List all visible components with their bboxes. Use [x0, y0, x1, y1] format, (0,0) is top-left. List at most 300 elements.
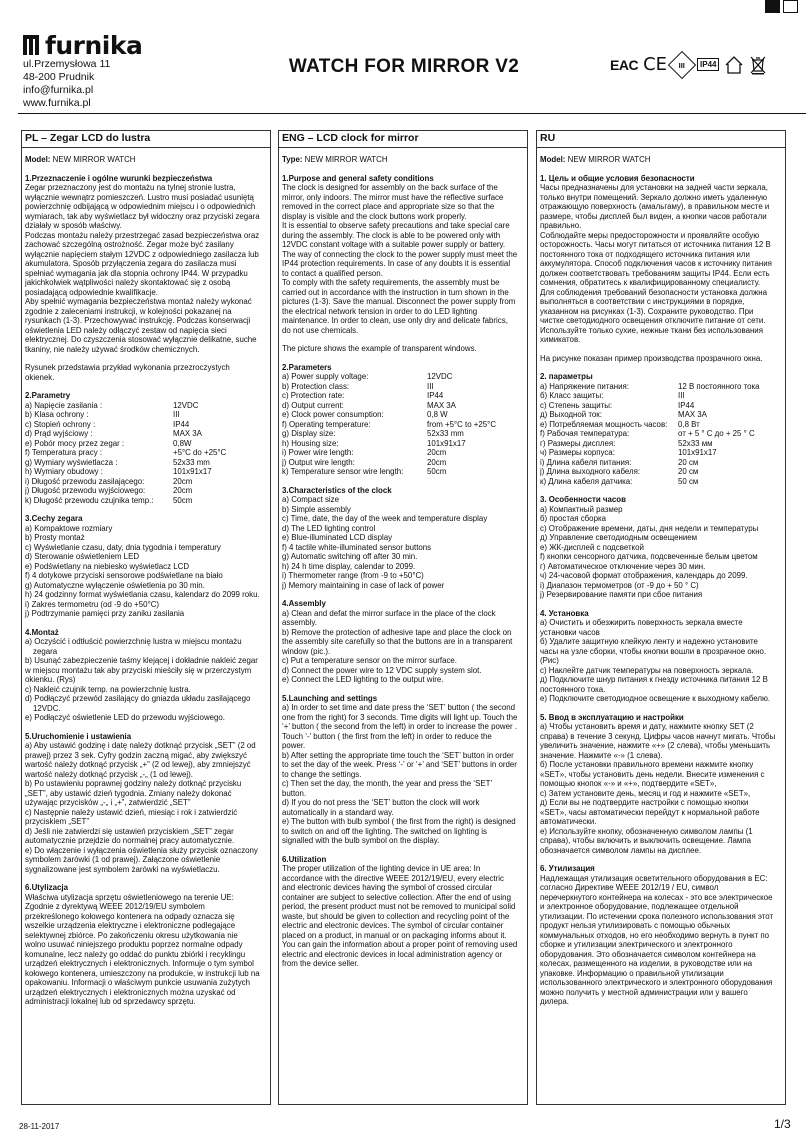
text-line: posiadającą odpowiednie kwalifikacje.: [25, 287, 158, 297]
parameter-row: [282, 391, 525, 401]
parameter-name: j) Długość przewodu wyjściowego:: [25, 486, 146, 495]
parameter-name: f) Рабочая температура:: [540, 429, 630, 438]
parameter-value: 0,8 Вт: [678, 419, 700, 429]
parameter-row: [25, 448, 268, 458]
address-website: www.furnika.pl: [23, 97, 91, 109]
text-line: during the assembly. The clock is able to be powered only with: [282, 230, 501, 240]
text-line: automatycznie przejdzie do normalnej pracy automatycznie.: [25, 836, 235, 845]
parameter-value: 52x33 mm: [427, 429, 464, 438]
text-line: i) Диапазон термометров (от -9 до + 50 ° C): [540, 580, 699, 590]
text-line: b) Remove the protection of adhesive tape and place the clock on: [282, 627, 512, 637]
parameter-row: [25, 467, 268, 477]
text-line: с) Затем установите день, месяц и год и нажмите «SET»,: [540, 788, 751, 798]
text-line: from the device seller.: [282, 959, 359, 968]
parameter-name: b) Klasa ochrony :: [25, 410, 89, 419]
model-label: Model:: [540, 155, 566, 164]
text-line: обозначается символом лампы на дисплее.: [540, 845, 702, 855]
section-title: 4. Установка: [540, 608, 589, 618]
certification-marks: [610, 54, 767, 75]
parameter-name: j) Output wire length:: [282, 457, 355, 467]
column-heading: RU: [537, 131, 785, 148]
text-line: wartość należy dotknąć przycisk „-„ (1 od lewej).: [25, 769, 193, 779]
text-line: f) 4 dotykowe przyciski sensorowe podświetlane na biało: [25, 571, 223, 580]
text-line: ч) 24-часовой формат отображения, календарь до 2099.: [540, 571, 748, 580]
section-title: 4.Assembly: [282, 599, 326, 608]
section-3: [25, 514, 268, 619]
parameter-name: с) Степень защиты:: [540, 400, 613, 410]
section-1: [540, 174, 783, 345]
text-line: Rysunek przedstawia przykład wykonania przezroczystych: [25, 363, 230, 372]
model-label: Type:: [282, 155, 303, 164]
column-english: [278, 130, 528, 1105]
model-line: [540, 155, 783, 165]
parameter-row: [25, 410, 268, 420]
text-line: увеличить значение, нажмите «+» (2 слева), чтобы уменьшить: [540, 741, 771, 750]
text-line: to contact a qualified person.: [282, 268, 383, 278]
parameter-value: от + 5 ° C до + 25 ° C: [678, 429, 755, 438]
text-line: d) The LED lighting control: [282, 523, 376, 533]
parameter-name: a) Power supply voltage:: [282, 372, 369, 381]
column-heading: PL – Zegar LCD do lustra: [22, 131, 270, 148]
section-3: [540, 495, 783, 600]
header-divider: [18, 113, 806, 114]
text-line: f) кнопки сенсорного датчика, подсвеченные белым цветом: [540, 552, 758, 561]
text-line: справа), чтобы включить и выключить освещение. Лампа: [540, 836, 752, 845]
text-line: okienek.: [25, 372, 55, 382]
parameter-row: [25, 496, 268, 506]
text-line: е) ЖК-дисплей с подсветкой: [540, 542, 644, 552]
parameter-value: III: [678, 391, 685, 400]
parameter-name: b) Protection class:: [282, 381, 350, 391]
parameter-row: [25, 420, 268, 430]
text-line: the electrical network tension in order to do LED lighting: [282, 306, 478, 316]
parameter-value: MAX 3A: [173, 429, 202, 438]
text-line: справа) в течение 3 секунд. Цифры часов начнут мигать. Чтобы: [540, 731, 776, 741]
text-line: and electronic devices having the symbol of crossed circular: [282, 883, 493, 892]
text-line: использованного электрического и электронного оборудования: [540, 978, 773, 987]
text-line: 12VDC.: [33, 703, 61, 713]
section-2: [540, 372, 783, 486]
text-line: a) Clean and defat the mirror surface in the place of the clock: [282, 608, 496, 618]
text-line: правильно.: [540, 221, 582, 230]
parameter-row: [540, 477, 783, 487]
parameter-name: d) Prąd wyjściowy :: [25, 429, 93, 438]
text-line: j) Резервирование памяти при сбое питания: [540, 590, 703, 599]
text-line: You can gain the information about a proper point of removing used: [282, 940, 518, 949]
text-line: г) Автоматическое отключение через 30 мин.: [540, 561, 706, 571]
text-line: е) Используйте кнопку, обозначенную символом лампы (1: [540, 826, 753, 836]
text-line: one from the right) for 3 seconds. Time digits will light up. Touch the: [282, 712, 518, 722]
column-body: [279, 148, 527, 969]
eac-mark: EAC: [610, 56, 639, 73]
document-title: WATCH FOR MIRROR V2: [288, 56, 520, 77]
parameter-value: 0,8 W: [427, 410, 448, 419]
text-line: Zegar przeznaczony jest do montażu na tylnej stronie lustra,: [25, 183, 236, 192]
section-title: 2. параметры: [540, 372, 593, 381]
section-title: 4.Montaż: [25, 627, 59, 637]
parameter-value: 50 см: [678, 476, 699, 486]
parameter-name: б) Класс защиты:: [540, 391, 604, 400]
column-body: [537, 148, 785, 1007]
text-line: j) Memory maintaining in case of lack of power: [282, 580, 445, 590]
parameter-row: [540, 401, 783, 411]
text-line: сомнения, обратитесь к квалифицированному специалисту.: [540, 278, 761, 287]
parameter-name: i) Power wire length:: [282, 448, 354, 457]
logo-text: furnika: [45, 30, 143, 60]
text-line: 12VDC constant voltage with a suitable power supply or battery.: [282, 240, 506, 249]
text-line: только внутри помещений. Зеркало должно иметь удаленную: [540, 192, 768, 202]
text-line: перечеркнутого контейнера на колесах - это все электрическое: [540, 892, 773, 902]
text-line: The proper utilization of the lighting device in UE area: In: [282, 864, 481, 873]
text-line: продукт нельзя утилизировать с помощью обычных: [540, 921, 731, 930]
text-line: placed on a product, in manual or on packaging informs about it.: [282, 930, 507, 940]
section-title: 6.Utilization: [282, 854, 327, 864]
text-line: akumulatora. Sposób przyłączenia zegara do zasilacza musi: [25, 259, 237, 268]
text-line: d) Podłączyć przewód zasilający do gniazda układu zasilającego: [25, 694, 251, 703]
parameter-name: i) Длина кабеля питания:: [540, 457, 632, 467]
document-date: 28-11-2017: [19, 1122, 60, 1131]
address-email: info@furnika.pl: [23, 84, 94, 96]
figure-note: [540, 354, 783, 364]
text-line: do not use chemicals.: [282, 325, 359, 335]
text-line: помощью кнопок «-» и «+», подтвердите «SET»,: [540, 779, 717, 788]
parameter-value: III: [427, 381, 434, 391]
text-line: колесах, размещенного на изделии, в руководстве или на: [540, 959, 753, 968]
text-line: c) Then set the day, the month, the year and press the ‘SET’: [282, 779, 493, 788]
parameter-name: e) Pobór mocy przez zegar :: [25, 438, 125, 448]
text-line: чистке светодиодного освещения отключите питание от сети.: [540, 316, 766, 325]
section-4: [25, 628, 268, 723]
model-value: NEW MIRROR WATCH: [567, 155, 651, 164]
section-2: [282, 363, 525, 477]
parameter-value: 20 см: [678, 467, 699, 476]
text-line: оборудования. Это обозначается символом контейнера на: [540, 949, 756, 959]
parameter-row: [25, 401, 268, 411]
model-line: [282, 155, 525, 165]
text-line: zachować szczególną ostrożność. Zegar może być zasilany: [25, 240, 234, 249]
text-line: e) The button with bulb symbol ( the first from the right) is designed: [282, 817, 516, 826]
section-title: 2.Parametry: [25, 391, 71, 400]
ip44-mark: IP44: [697, 58, 719, 71]
parameter-value: 52x33 мм: [678, 438, 713, 448]
text-line: i) Thermometer range (from -9 to +50°C): [282, 571, 424, 580]
text-line: power.: [282, 741, 306, 750]
parameter-name: ч) Размеры корпуса:: [540, 448, 615, 457]
text-line: д) Если вы не подтвердите настройки с помощью кнопки: [540, 798, 749, 807]
text-line: e) Do włączenie i wyłączenia oświetlenia służy przycisk oznaczony: [25, 845, 258, 855]
parameter-value: IP44: [427, 391, 444, 400]
text-line: zegara: [33, 646, 58, 656]
text-line: указанном на рисунках (1-3). Сохраните руководство. При: [540, 306, 754, 316]
text-line: IP44 protection requirements. In case of any doubts it is essential: [282, 259, 511, 268]
text-line: б) простая сборка: [540, 514, 606, 523]
text-line: б) После установки правильного времени нажмите кнопку: [540, 760, 754, 769]
section-1: [282, 174, 525, 336]
parameter-value: from +5°C to +25°C: [427, 419, 497, 429]
text-line: а) Компактный размер: [540, 504, 623, 514]
parameter-name: г) Размеры дисплея:: [540, 438, 616, 448]
parameter-name: k) Temperature sensor wire length:: [282, 467, 404, 476]
parameter-row: [540, 458, 783, 468]
section-4: [540, 609, 783, 704]
figure-note: [282, 344, 525, 354]
text-line: jakichkolwiek wątpliwości należy skontaktować się z osobą: [25, 278, 231, 287]
parameter-name: d) Output current:: [282, 400, 344, 410]
text-line: wymiarach, tak aby wyświetlacz był widoczny oraz przyciski zegara: [25, 211, 260, 221]
text-line: signalled with the bulb symbol on the display.: [282, 836, 440, 845]
text-line: Touch ‘-’ button ( the first from the left) in order to reduce the: [282, 731, 492, 741]
text-line: Podczas montażu należy przestrzegać zasad bezpieczeństwa oraz: [25, 230, 260, 240]
parameter-row: [540, 448, 783, 458]
parameter-row: [540, 429, 783, 439]
section-title: 1. Цель и общие условия безопасности: [540, 173, 695, 183]
text-line: rysunkach (1-3). Przechowywać instrukcję. Podczas konserwacji: [25, 316, 251, 325]
text-line: „SET”, aby ustawić dzień tygodnia. Zmiany należy dokonać: [25, 788, 232, 798]
section-title: 5.Uruchomienie i ustawienia: [25, 731, 132, 741]
parameter-row: [282, 458, 525, 468]
text-line: d) Connect the power wire to 12 VDC supply system slot.: [282, 665, 482, 675]
text-line: a) Oczyścić i odtłuścić powierzchnię lustra w miejscu montażu: [25, 637, 242, 646]
text-line: d) If you do not press the ‘SET’ button the clock will work: [282, 798, 480, 807]
text-line: maintenance. In order to clean, use only dry and delicate fabrics,: [282, 316, 508, 325]
text-line: w miejscu montażu tak aby przyciski mieściły się w przerczystym: [25, 665, 252, 675]
text-line: выполняться в соответствии с инструкциями в порядке,: [540, 297, 745, 306]
text-line: b) Prosty montaż: [25, 533, 85, 542]
text-line: и электронное оборудование, подлежащее отдельной: [540, 902, 739, 911]
text-line: c) Put a temperature sensor on the mirror surface.: [282, 656, 457, 665]
text-line: It is essential to observe safety precautions and take special care: [282, 221, 510, 230]
text-line: «SET», часы автоматически перейдут к нормальной работе: [540, 807, 760, 817]
text-line: administracji lokalnej lub od sprzedawcy sprzętu.: [25, 997, 196, 1006]
logo-mark-icon: [22, 34, 42, 56]
text-line: przyciskiem „SET”: [25, 817, 90, 826]
section-title: 6.Utylizacja: [25, 883, 68, 892]
parameter-value: 20 см: [678, 457, 699, 467]
parameter-value: 101x91x17: [427, 438, 466, 448]
figure-note: [25, 363, 268, 382]
text-line: часы на узле сборки, чтобы кнопки вошли в прозрачное окно.: [540, 646, 767, 656]
text-line: e) Podłączyć oświetlenie LED do przewodu wyjściowego.: [25, 713, 225, 722]
text-line: zgodnie z zaleceniami instrukcji, w kolejności pokazanej na: [25, 306, 232, 316]
parameter-row: [540, 410, 783, 420]
section-2: [25, 391, 268, 505]
text-line: wyłącznie wewnątrz pomieszczeń. Lustro musi posiadać usuniętą: [25, 192, 254, 202]
parameter-value: 52x33 mm: [173, 457, 210, 467]
parameter-value: 20cm: [427, 457, 447, 467]
text-line: okienku. (Rys): [25, 675, 76, 684]
text-line: «SET», чтобы установить день недели. Внесите изменения с: [540, 769, 765, 779]
text-line: с) Наклейте датчик температуры на поверхность зеркала.: [540, 665, 754, 675]
parameter-row: [282, 467, 525, 477]
parameter-row: [540, 382, 783, 392]
parameter-name: c) Protection rate:: [282, 391, 345, 400]
section-title: 5.Launching and settings: [282, 693, 378, 703]
text-line: c) Następnie należy ustawić dzień, miesiąc i rok i zatwierdzić: [25, 807, 238, 817]
section-5: [540, 713, 783, 856]
section-title: 1.Przeznaczenie i ogólne wurunki bezpieczeństwa: [25, 173, 213, 183]
text-line: Соблюдайте меры предосторожности и проявляйте особую: [540, 230, 760, 240]
text-line: accordance with the directive WEEE 2012/19/EU, every electric: [282, 873, 504, 883]
protection-class-label: III: [678, 59, 686, 69]
text-line: opakowaniu. Informacji o właściwym punkcie usuwania zużytych: [25, 978, 250, 987]
parameter-value: IP44: [678, 400, 695, 410]
text-line: a) Compact size: [282, 495, 340, 504]
text-line: e) Connect the LED lighting to the output wire.: [282, 675, 444, 684]
parameter-value: 0,8W: [173, 438, 192, 448]
text-line: urządzeń elektrycznych i elektronicznych. Informuje o tym symbol: [25, 959, 254, 968]
address-city: 48-200 Prudnik: [23, 71, 95, 83]
parameter-row: [282, 382, 525, 392]
text-line: Aby spełnić wymagania bezpieczeństwa montaż należy wykonać: [25, 297, 252, 306]
text-line: the assembly site carefully so that the buttons are in a transparent: [282, 637, 513, 646]
text-line: electric and electronic devices in local administration agency or: [282, 949, 503, 959]
text-line: д) Подключите шнур питания к гнезду источника питания 12 В: [540, 675, 768, 684]
model-label: Model:: [25, 155, 51, 164]
text-line: mirror, only indoors. The mirror must have the reflective surface: [282, 192, 504, 202]
section-title: 1.Purpose and general safety conditions: [282, 173, 434, 183]
text-line: отражающую поверхность (амальгаму), в правильном месте и: [540, 202, 770, 211]
section-6: [25, 883, 268, 1007]
parameter-name: c) Stopień ochrony :: [25, 419, 96, 429]
parameter-name: h) Housing size:: [282, 438, 339, 448]
text-line: значение. Нажмите «-» (1 слева).: [540, 750, 663, 760]
text-line: carried out in accordance with the instruction in turn shown in the: [282, 287, 509, 297]
text-line: Надлежащая утилизация осветительного оборудования в ЕС:: [540, 873, 768, 883]
parameter-name: е) Потребляемая мощность часов:: [540, 419, 668, 429]
text-line: a) Aby ustawić godzinę i datę należy dotknąć przycisk „SET” (2 od: [25, 741, 256, 750]
parameter-row: [25, 439, 268, 449]
parameter-row: [282, 429, 525, 439]
text-line: The picture shows the example of transparent windows.: [282, 344, 477, 353]
text-line: selektywnej zbiórce. Po zakończeniu okresu użytkowania nie: [25, 930, 238, 940]
parameter-row: [25, 458, 268, 468]
parameter-name: e) Clock power consumption:: [282, 410, 384, 419]
text-line: używając przycisków „-„ i „+”, zatwierdzić „SET”: [25, 798, 191, 807]
text-line: kołowego kontenera, umieszczony na produkcie, w instrukcji lub na: [25, 968, 260, 978]
address-street: ul.Przemysłowa 11: [23, 58, 111, 70]
section-title: 6. Утилизация: [540, 864, 595, 873]
parameter-name: g) Wymiary wyświetlacza :: [25, 457, 118, 467]
text-line: działały w sposób właściwy.: [25, 221, 122, 230]
text-line: removed in the correct place and appropriate size so that the: [282, 202, 495, 211]
text-line: a) Kompaktowe rozmiary: [25, 523, 113, 533]
text-line: b) Simple assembly: [282, 504, 351, 514]
column-heading: ENG – LCD clock for mirror: [279, 131, 527, 148]
text-line: waste, but should be given to collection and recycling point of the: [282, 911, 510, 921]
text-line: c) Wyświetlanie czasu, daty, dnia tygodnia i temperatury: [25, 542, 221, 552]
text-line: б) Удалите защитную клейкую ленту и надежно установите: [540, 637, 758, 646]
text-line: должен соответствовать требованиям защиты IP44. Если есть: [540, 268, 770, 278]
parameter-name: g) Display size:: [282, 429, 336, 438]
parameter-row: [540, 439, 783, 449]
text-line: b) Usunąć zabezpieczenie taśmy klejącej i dokładnie nakleić zegar: [25, 656, 258, 665]
text-line: pictures (1-3). Save the manual. Disconnect the power supply from: [282, 297, 516, 306]
section-5: [25, 732, 268, 875]
protection-class-iii-icon: [668, 50, 696, 78]
text-line: h) 24 h time display, calendar to 2099.: [282, 561, 416, 571]
section-title: 3.Characteristics of the clock: [282, 485, 392, 495]
section-title: 5. Ввод в эксплуатацию и настройки: [540, 712, 684, 722]
text-line: powierzchnię odbijającą w odpowiednim miejscu i o odpowiednich: [25, 202, 256, 211]
text-line: j) Podtrzymanie pamięci przy zaniku zasilania: [25, 609, 185, 618]
parameter-value: MAX 3A: [678, 410, 707, 419]
section-4: [282, 599, 525, 685]
parameter-name: i) Długość przewodu zasilającego:: [25, 476, 145, 486]
parameter-row: [25, 486, 268, 496]
page-number: 1/3: [774, 1117, 791, 1131]
text-line: electric and electronic devices. The symbol of circular container: [282, 921, 504, 930]
parameter-row: [282, 410, 525, 420]
text-line: sygnalizowane jest symbolem żarówki na wyświetlaczu.: [25, 864, 220, 874]
text-line: button.: [282, 788, 307, 798]
text-line: Właściwa utylizacja sprzętu oświetleniowego na terenie UE:: [25, 892, 234, 902]
text-line: d) Sterowanie oświetleniem LED: [25, 552, 140, 561]
parameter-row: [540, 420, 783, 430]
section-6: [540, 864, 783, 1007]
section-1: [25, 174, 268, 355]
section-title: 2.Parameters: [282, 362, 332, 372]
section-6: [282, 855, 525, 969]
parameter-value: 50cm: [427, 467, 447, 476]
text-line: urządzeń elektrycznych i elektronicznych można uzyskać od: [25, 987, 236, 997]
parameter-name: f) Temperatura pracy :: [25, 448, 103, 457]
text-line: дилера.: [540, 997, 569, 1006]
text-line: wartość należy dotknąć przycisk „+” (2 od lewej), aby zmniejszyć: [25, 760, 251, 769]
text-line: a) In order to set time and date press the ‘SET’ button ( the second: [282, 703, 516, 712]
text-line: е) Подключите светодиодное освещение к выходному кабелю.: [540, 694, 771, 703]
parameter-name: j) Длина выходного кабеля:: [540, 467, 641, 476]
parameter-name: k) Długość przewodu czujnika temp.:: [25, 495, 154, 505]
text-line: размере, чтобы дисплей был виден, а кнопки часов работали: [540, 211, 767, 221]
parameter-value: III: [173, 410, 180, 419]
text-line: wolno usuwać niniejszego produktu poprzez normalne odpady: [25, 940, 243, 949]
text-line: химикатов.: [540, 335, 581, 344]
text-line: упаковке. Информацию о правильной утилизации: [540, 968, 724, 978]
parameter-value: 20cm: [173, 476, 193, 486]
parameter-value: 101x91x17: [173, 467, 212, 476]
model-value: NEW MIRROR WATCH: [304, 155, 388, 164]
text-line: assembly.: [282, 618, 317, 627]
text-line: согласно Директиве WEEE 2012/19 / EU, символ: [540, 883, 719, 892]
text-line: to set the day of the week. Press ‘-’ or ‘+’ and ‘SET’ buttons in order: [282, 760, 517, 769]
text-line: b) After setting the appropriate time touch the ‘SET’ button in order: [282, 750, 514, 760]
parameter-row: [282, 401, 525, 411]
text-line: Zgodnie z dyrektywą WEEE 2012/19/EU symbolem: [25, 902, 205, 911]
text-line: prawej) przez 3 sek. Cyfry godzin zaczną migać, aby zwiększyć: [25, 750, 247, 760]
parameter-row: [25, 477, 268, 487]
text-line: container are subject to selective collection. After the end of using: [282, 892, 511, 902]
parameter-name: а) Напряжение питания:: [540, 381, 629, 391]
text-line: d) Jeśli nie zatwierdzi się ustawień przyciskiem „SET” zegar: [25, 826, 234, 836]
text-line: c) Nakleić czujnik temp. na powierzchnię lustra.: [25, 684, 191, 694]
parameter-value: IP44: [173, 419, 190, 429]
model-value: NEW MIRROR WATCH: [52, 155, 136, 164]
parameter-value: 101x91x17: [678, 448, 717, 457]
text-line: а) Чтобы установить время и дату, нажмите кнопку SET (2: [540, 722, 754, 731]
parameter-row: [282, 448, 525, 458]
text-line: To comply with the safety requirements, the assembly must be: [282, 278, 500, 287]
text-line: elektrycznej. Do czyszczenia stosować wyłącznie delikatne, suche: [25, 335, 257, 344]
text-line: Для соблюдения требований безопасности установка должна: [540, 287, 768, 297]
parameter-row: [540, 391, 783, 401]
indoor-use-house-icon: [724, 55, 744, 75]
parameter-name: a) Napięcie zasilania :: [25, 400, 103, 410]
section-5: [282, 694, 525, 846]
text-line: window (pic.).: [282, 646, 331, 656]
text-line: установки часов: [540, 627, 600, 637]
text-line: The way of connecting the clock to the power supply must meet the: [282, 249, 518, 259]
text-line: g) Automatic switching off after 30 min.: [282, 552, 418, 561]
